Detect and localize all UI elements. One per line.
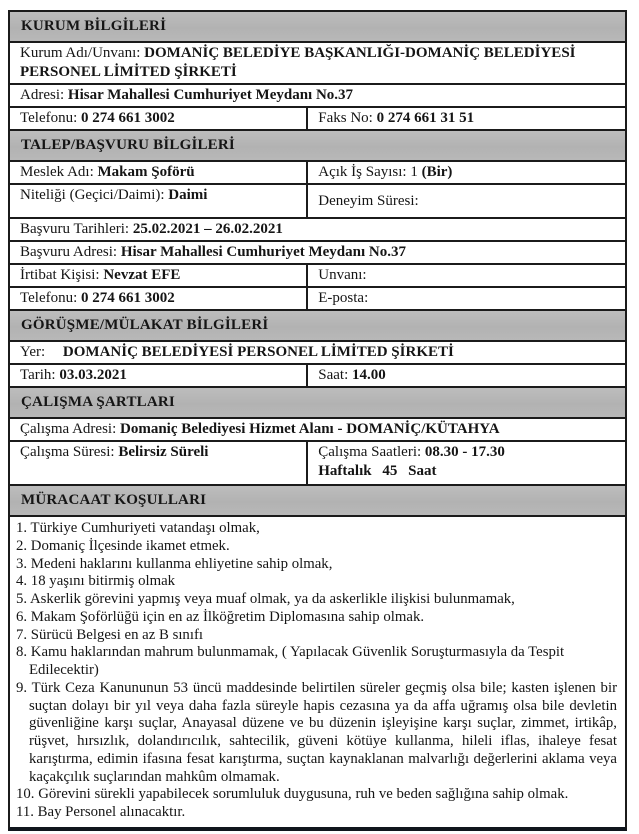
basvuru-adresi-value: Hisar Mahallesi Cumhuriyet Meydanı No.37 — [120, 244, 406, 260]
cell-unvani — [308, 265, 625, 286]
telefon-label: Telefonu: — [20, 110, 78, 126]
cell-telefon — [10, 108, 308, 129]
row-kurum-adi — [10, 41, 625, 83]
row-irtibat-unvani — [10, 263, 625, 286]
niteligi-label: Niteliği (Geçici/Daimi): — [20, 187, 165, 203]
requirement-item-9: 9. Türk Ceza Kanununun 53 üncü maddesinde belirtilen süreler geçmiş olsa bile; kasten işlenen bir suçtan dolayı bir yıl veya daha fazla süreyle hapis cezasına ya da affa uğramış olsa bile devletin güvenliğine karşı suçlar, Anayasal düzene ve bu düzenin işleyişine karşı suçlar, zimmet, irtikâp, rüşvet, hırsızlık, dolandırıcılık, sahtecilik, güveni kötüye kullanma, hileli iflas, ihaleye fesat karıştırma, edimin ifasına fesat karıştırma, suçtan kaynaklanan malvarlığı değerlerini aklama veya kaçakçılık suçlarından mahkûm olmamak. — [16, 679, 617, 785]
section-title: KURUM BİLGİLERİ — [21, 18, 167, 34]
acik-is-word: (Bir) — [421, 164, 453, 180]
cell-tarih — [10, 365, 308, 386]
cell-talep-telefon — [10, 288, 308, 309]
requirement-item-2: 2. Domaniç İlçesinde ikamet etmek. — [16, 537, 230, 554]
section-header-kurum-bilgileri — [10, 12, 625, 41]
section-title: TALEP/BAŞVURU BİLGİLERİ — [21, 137, 235, 153]
requirement-item-5: 5. Askerlik görevini yapmış veya muaf olmak, ya da askerlikle ilişkisi bulunmamak, — [16, 591, 515, 607]
job-posting-document — [8, 10, 627, 831]
acik-is-num: 1 — [410, 164, 418, 180]
basvuru-tarihleri-label: Başvuru Tarihleri: — [20, 221, 130, 237]
requirement-item-11: 11. Bay Personel alınacaktır. — [16, 804, 186, 820]
eposta-label: E-posta: — [318, 290, 369, 306]
row-suresi-saatleri — [10, 440, 625, 484]
kurum-adi-label: Kurum Adı/Unvanı: — [20, 45, 141, 61]
row-niteligi-deneyim — [10, 183, 625, 217]
niteligi-value: Daimi — [168, 187, 208, 203]
talep-telefon-label: Telefonu: — [20, 290, 78, 306]
requirement-item-3: 3. Medeni haklarını kullanma ehliyetine sahip olmak, — [16, 555, 333, 572]
cell-meslek-adi — [10, 162, 308, 183]
cell-calisma-suresi — [10, 442, 308, 484]
requirement-item-4: 4. 18 yaşını bitirmiş olmak — [16, 573, 176, 590]
deneyim-suresi-label: Deneyim Süresi: — [318, 192, 419, 209]
saat-value: 14.00 — [352, 367, 386, 383]
kurum-adi-value: DOMANİÇ BELEDİYE BAŞKANLIĞI-DOMANİÇ BELEDİYESİ PERSONEL LİMİTED ŞİRKETİ — [20, 45, 576, 80]
requirement-item-1: 1. Türkiye Cumhuriyeti vatandaşı olmak, — [16, 520, 260, 536]
calisma-saatleri-haftalik: Haftalık 45 Saat — [318, 463, 437, 479]
requirement-item-7: 7. Sürücü Belgesi en az B sınıfı — [16, 626, 203, 643]
row-kurum-adresi — [10, 83, 625, 106]
section-title: GÖRÜŞME/MÜLAKAT BİLGİLERİ — [21, 317, 269, 333]
cell-irtibat-kisisi — [10, 265, 308, 286]
calisma-adresi-label: Çalışma Adresi: — [20, 421, 117, 437]
requirement-item-10: 10. Görevini sürekli yapabilecek sorumluluk duygusuna, ruh ve beden sağlığına sahip olmak. — [16, 786, 569, 803]
telefon-value: 0 274 661 3002 — [81, 110, 175, 126]
yer-label: Yer: — [20, 344, 46, 360]
row-meslek-acikis — [10, 160, 625, 183]
row-calisma-adresi — [10, 417, 625, 440]
section-title: MÜRACAAT KOŞULLARI — [21, 492, 207, 508]
row-yer — [10, 340, 625, 363]
faks-label: Faks No: — [318, 110, 373, 126]
requirement-item-6: 6. Makam Şoförlüğü için en az İlköğretim Diplomasına sahip olmak. — [16, 608, 425, 625]
row-telefon-eposta — [10, 286, 625, 309]
calisma-saatleri-label: Çalışma Saatleri: — [318, 444, 422, 460]
cell-calisma-saatleri — [308, 442, 625, 484]
row-kurum-telefon-faks — [10, 106, 625, 129]
meslek-adi-value: Makam Şoförü — [97, 164, 195, 180]
section-header-gorusme-mulakat — [10, 309, 625, 340]
yer-value: DOMANİÇ BELEDİYESİ PERSONEL LİMİTED ŞİRKETİ — [62, 344, 454, 360]
section-header-muracaat-kosullari — [10, 484, 625, 515]
requirement-item-8: 8. Kamu haklarından mahrum bulunmamak, ( Yapılacak Güvenlik Soruşturmasıyla da Tespit Edilecektir) — [16, 644, 565, 678]
calisma-saatleri-value: 08.30 - 17.30 — [424, 444, 505, 460]
calisma-adresi-value: Domaniç Belediyesi Hizmet Alanı - DOMANİÇ/KÜTAHYA — [120, 421, 500, 437]
requirements-list — [10, 515, 625, 827]
row-basvuru-adresi — [10, 240, 625, 263]
saat-label: Saat: — [318, 367, 349, 383]
row-tarih-saat — [10, 363, 625, 386]
irtibat-kisisi-label: İrtibat Kişisi: — [20, 267, 100, 283]
section-header-talep-basvuru — [10, 129, 625, 160]
cell-eposta — [308, 288, 625, 309]
irtibat-kisisi-value: Nevzat EFE — [103, 267, 181, 283]
unvani-label: Unvanı: — [318, 267, 367, 283]
cell-deneyim-suresi — [308, 185, 625, 217]
section-header-calisma-sartlari — [10, 386, 625, 417]
row-basvuru-tarihleri — [10, 217, 625, 240]
section-title: ÇALIŞMA ŞARTLARI — [21, 394, 175, 410]
adresi-value: Hisar Mahallesi Cumhuriyet Meydanı No.37 — [67, 87, 354, 103]
faks-value: 0 274 661 31 51 — [376, 110, 475, 126]
talep-telefon-value: 0 274 661 3002 — [81, 290, 175, 306]
adresi-label: Adresi: — [20, 87, 65, 103]
basvuru-adresi-label: Başvuru Adresi: — [20, 244, 118, 260]
cell-niteligi — [10, 185, 308, 217]
tarih-label: Tarih: — [20, 367, 56, 383]
acik-is-label: Açık İş Sayısı: — [318, 164, 407, 180]
basvuru-tarihleri-value: 25.02.2021 – 26.02.2021 — [132, 221, 283, 237]
meslek-adi-label: Meslek Adı: — [20, 164, 94, 180]
cell-faks — [308, 108, 625, 129]
calisma-suresi-label: Çalışma Süresi: — [20, 444, 115, 460]
cell-saat — [308, 365, 625, 386]
calisma-suresi-value: Belirsiz Süreli — [118, 444, 209, 460]
tarih-value: 03.03.2021 — [59, 367, 127, 383]
cell-acik-is-sayisi — [308, 162, 625, 183]
